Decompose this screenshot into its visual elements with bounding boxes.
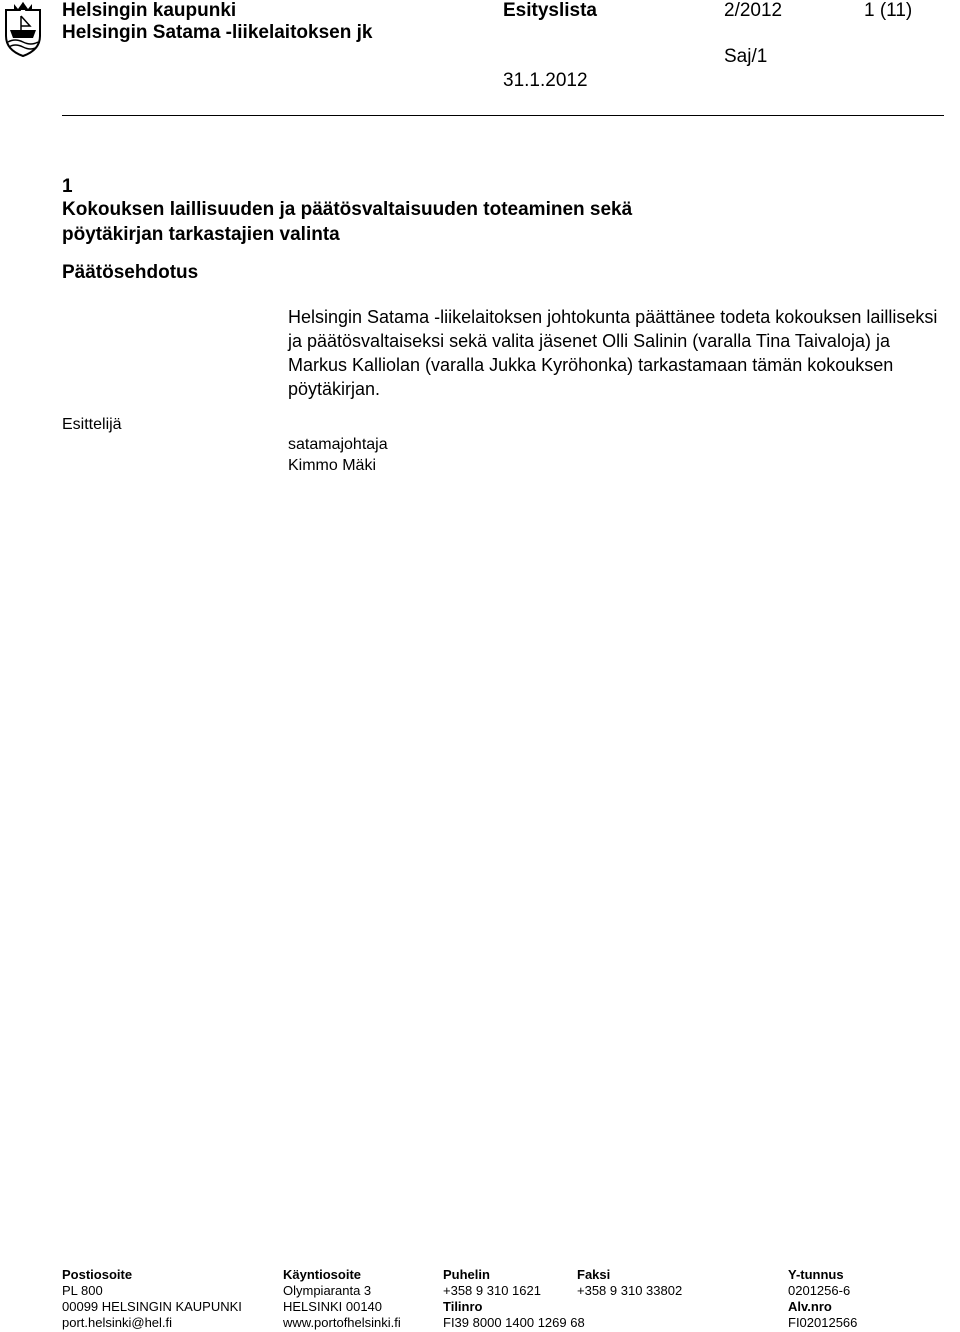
footer-email[interactable]: port.helsinki@hel.fi	[62, 1315, 173, 1330]
meeting-date: 31.1.2012	[503, 70, 588, 91]
organization-name: Helsingin Satama -liikelaitoksen jk	[62, 22, 373, 43]
footer-fax-value: +358 9 310 33802	[577, 1283, 683, 1298]
footer-website[interactable]: www.portofhelsinki.fi	[283, 1315, 401, 1330]
presenter-title: satamajohtaja	[288, 436, 388, 453]
proposal-text: Helsingin Satama -liikelaitoksen johtokunta päättänee todeta kokouksen lailliseksi ja päätösvaltaiseksi sekä valita jäsenet Olli Salinin (varalla Tina Taivaloja) ja Markus Kalliolan (varalla Jukka Kyröhonka) tarkastamaan tämän kokouksen pöytäkirjan.	[288, 307, 938, 399]
footer-postal-label: Postiosoite	[62, 1267, 133, 1282]
header-divider	[62, 115, 944, 116]
footer-account-value: FI39 8000 1400 1269 68	[443, 1315, 585, 1330]
footer-phone-value: +358 9 310 1621	[443, 1283, 541, 1298]
footer-ytunnus-label: Y-tunnus	[788, 1267, 844, 1282]
helsinki-crest-icon	[0, 0, 46, 58]
footer-fax-label: Faksi	[577, 1267, 611, 1282]
footer-alv-value: FI02012566	[788, 1315, 858, 1330]
document-type: Esityslista	[503, 0, 597, 21]
footer-visit-label: Käyntiosoite	[283, 1267, 362, 1282]
footer-postal-line2: 00099 HELSINGIN KAUPUNKI	[62, 1299, 242, 1314]
page-number: 1 (11)	[864, 0, 913, 21]
presenter-name: Kimmo Mäki	[288, 457, 377, 474]
section-number: 1	[62, 176, 73, 197]
footer-phone-label: Puhelin	[443, 1267, 490, 1282]
section-title-line1: Kokouksen laillisuuden ja päätösvaltaisuuden toteaminen sekä	[62, 199, 633, 220]
section-title-line2: pöytäkirjan tarkastajien valinta	[62, 224, 340, 245]
item-reference: Saj/1	[724, 46, 768, 67]
presenter-label: Esittelijä	[62, 416, 122, 433]
footer-visit-line1: Olympiaranta 3	[283, 1283, 372, 1298]
proposal-label: Päätösehdotus	[62, 262, 199, 283]
footer-alv-label: Alv.nro	[788, 1299, 832, 1314]
footer-ytunnus-value: 0201256-6	[788, 1283, 851, 1298]
footer-visit-line2: HELSINKI 00140	[283, 1299, 383, 1314]
document-number: 2/2012	[724, 0, 783, 21]
footer-account-label: Tilinro	[443, 1299, 483, 1314]
city-name: Helsingin kaupunki	[62, 0, 237, 21]
footer-postal-line1: PL 800	[62, 1283, 103, 1298]
